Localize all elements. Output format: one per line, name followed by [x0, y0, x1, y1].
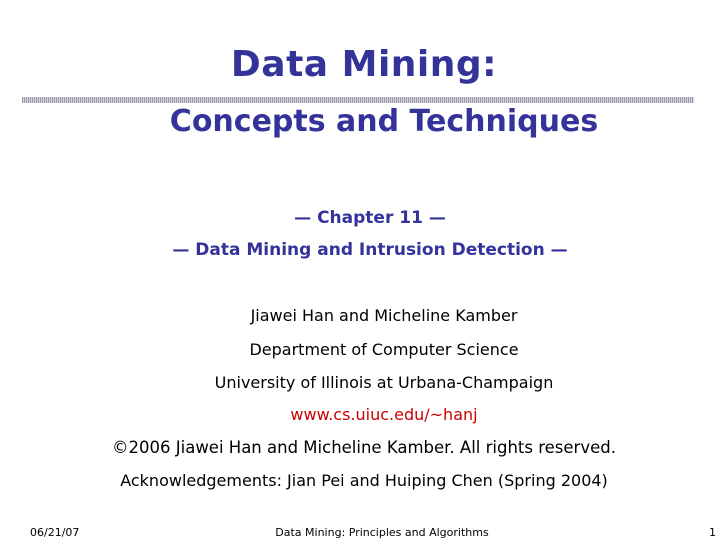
slide-title: Data Mining: [230, 44, 498, 85]
footer-date: 06/21/07 [30, 526, 80, 539]
university: University of Illinois at Urbana-Champaign [214, 373, 554, 392]
chapter-topic: — Data Mining and Intrusion Detection — [172, 240, 568, 260]
title-divider [22, 97, 694, 103]
page-number: 1 [709, 526, 716, 539]
homepage-link[interactable]: www.cs.uiuc.edu/~hanj [290, 405, 478, 424]
authors: Jiawei Han and Micheline Kamber [250, 306, 518, 325]
footer-title: Data Mining: Principles and Algorithms [275, 526, 489, 539]
copyright-notice: ©2006 Jiawei Han and Micheline Kamber. All rights reserved. [112, 438, 616, 457]
department: Department of Computer Science [249, 340, 519, 359]
slide-subtitle: Concepts and Techniques [169, 104, 599, 139]
chapter-label: — Chapter 11 — [294, 208, 446, 228]
acknowledgements: Acknowledgements: Jian Pei and Huiping Chen (Spring 2004) [120, 471, 608, 490]
